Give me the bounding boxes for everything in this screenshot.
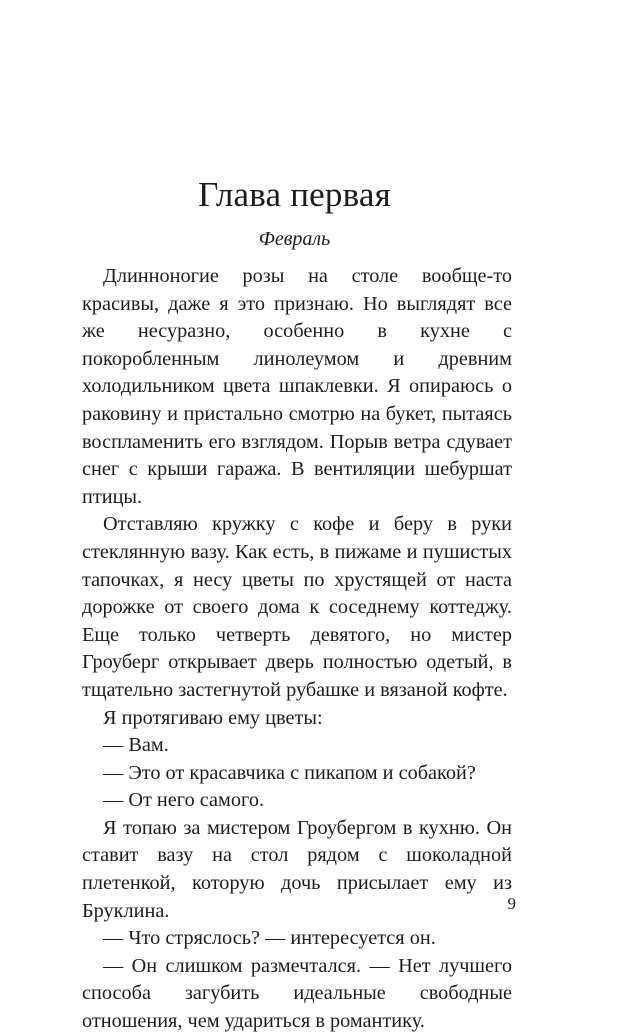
paragraph: Я протягиваю ему цветы: bbox=[103, 706, 323, 729]
chapter-body bbox=[82, 263, 512, 1036]
paragraph: Я топаю за мистером Гроубергом в кухню. Он ставит вазу на стол рядом с шоколадной плетенкой, которую дочь присылает ему из Бруклина. bbox=[82, 816, 512, 922]
dialogue-line: — От него самого. bbox=[103, 789, 265, 812]
dialogue-line: — Это от красавчика с пикапом и собакой? bbox=[103, 761, 476, 784]
paragraph: Длинноногие розы на столе вообще-то красивы, даже я это признаю. Но выглядят все же несуразно, особенно в кухне с покоробленным линолеумом и древним холодильником цвета шпаклевки. Я опираюсь о раковину и пристально смотрю на букет, пытаясь воспламенить его взглядом. Порыв ветра сдувает снег с крыши гаража. В вентиляции шебуршат птицы. bbox=[82, 265, 512, 508]
dialogue-line: — Вам. bbox=[103, 734, 169, 757]
chapter-subtitle: Февраль bbox=[258, 228, 331, 250]
paragraph: Отставляю кружку с кофе и беру в руки стеклянную вазу. Как есть, в пижаме и пушистых тапочках, я несу цветы по хрустящей от наста дорожке от своего дома к соседнему коттеджу. Еще только четверть девятого, но мистер Гроуберг открывает дверь полностью одетый, в тщательно застегнутой рубашке и вязаной кофте. bbox=[82, 513, 512, 701]
chapter-title: Глава первая bbox=[198, 175, 391, 214]
page-number: 9 bbox=[507, 894, 516, 913]
dialogue-line: — Что стряслось? — интересуется он. bbox=[103, 927, 436, 950]
dialogue-line: — Он слишком размечтался. — Нет лучшего способа загубить идеальные свободные отношения, чем удариться в романтику. bbox=[82, 954, 512, 1033]
